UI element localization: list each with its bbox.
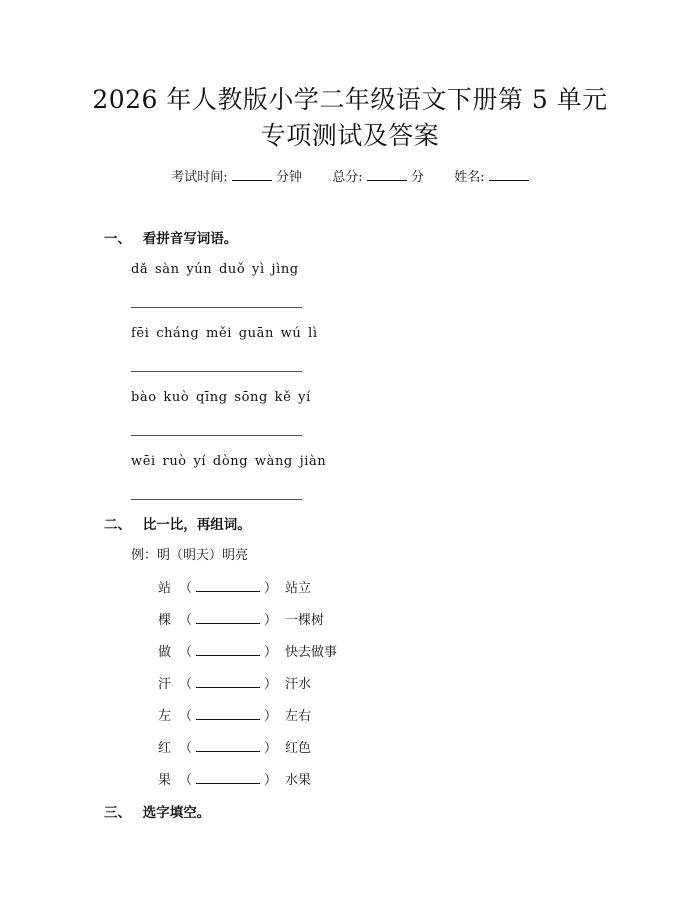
compare-word: 一棵树 xyxy=(285,613,325,628)
page-title-line-1: 2026 年人教版小学二年级语文下册第 5 单元 xyxy=(92,85,608,114)
time-label: 考试时间: xyxy=(171,170,228,185)
name-blank[interactable] xyxy=(489,168,529,181)
paren-open: （ xyxy=(179,677,193,692)
time-blank[interactable] xyxy=(232,168,272,181)
paren-close: ） xyxy=(264,709,278,724)
pinyin-item: bào kuò qīng sōng kě yí xyxy=(131,390,311,405)
word-blank[interactable] xyxy=(196,675,260,688)
paren-close: ） xyxy=(264,645,278,660)
pinyin-item: dǎ sàn yún duǒ yì jìng xyxy=(131,262,299,277)
compare-word: 红色 xyxy=(285,741,312,756)
word-blank[interactable] xyxy=(196,643,260,656)
word-blank[interactable] xyxy=(196,579,260,592)
compare-row xyxy=(158,675,311,694)
exam-meta xyxy=(0,168,700,187)
section-3-heading xyxy=(104,804,210,822)
paren-close: ） xyxy=(264,773,278,788)
score-blank[interactable] xyxy=(367,168,407,181)
compare-char: 站 xyxy=(158,581,172,596)
section-2-heading xyxy=(104,516,251,534)
answer-line[interactable] xyxy=(131,371,302,372)
score-unit: 分 xyxy=(410,170,424,185)
section-1-heading xyxy=(104,230,237,248)
paren-open: （ xyxy=(179,645,193,660)
compare-char: 红 xyxy=(158,741,172,756)
compare-char: 果 xyxy=(158,773,172,788)
word-blank[interactable] xyxy=(196,611,260,624)
name-label: 姓名: xyxy=(454,170,485,185)
example-text: 例：明（明天）明亮 xyxy=(131,548,249,563)
compare-row xyxy=(158,579,311,598)
compare-row xyxy=(158,771,311,790)
compare-row xyxy=(158,611,324,630)
paren-open: （ xyxy=(179,773,193,788)
section-3-title: 选字填空。 xyxy=(142,805,211,821)
compare-char: 做 xyxy=(158,645,172,660)
paren-open: （ xyxy=(179,741,193,756)
compare-word: 左右 xyxy=(285,709,312,724)
paren-close: ） xyxy=(264,581,278,596)
compare-word: 水果 xyxy=(285,773,312,788)
answer-line[interactable] xyxy=(131,499,302,500)
section-1-number: 一、 xyxy=(104,231,131,247)
section-1-title: 看拼音写词语。 xyxy=(142,231,238,247)
paren-close: ） xyxy=(264,613,278,628)
compare-word: 汗水 xyxy=(285,677,312,692)
compare-word: 站立 xyxy=(285,581,312,596)
paren-open: （ xyxy=(179,613,193,628)
word-blank[interactable] xyxy=(196,707,260,720)
pinyin-item: fēi cháng měi guān wú lì xyxy=(131,326,318,341)
compare-char: 棵 xyxy=(158,613,172,628)
section-2-number: 二、 xyxy=(104,517,131,533)
section-3-number: 三、 xyxy=(104,805,131,821)
compare-word: 快去做事 xyxy=(285,645,338,660)
pinyin-item: wēi ruò yí dòng wàng jiàn xyxy=(131,454,327,469)
word-blank[interactable] xyxy=(196,771,260,784)
paren-open: （ xyxy=(179,581,193,596)
score-label: 总分: xyxy=(332,170,363,185)
compare-char: 汗 xyxy=(158,677,172,692)
time-unit: 分钟 xyxy=(275,170,302,185)
page-title-line-2: 专项测试及答案 xyxy=(260,121,440,150)
paren-open: （ xyxy=(179,709,193,724)
answer-line[interactable] xyxy=(131,307,302,308)
answer-line[interactable] xyxy=(131,435,302,436)
compare-char: 左 xyxy=(158,709,172,724)
compare-row xyxy=(158,643,337,662)
compare-row xyxy=(158,707,311,726)
word-blank[interactable] xyxy=(196,739,260,752)
paren-close: ） xyxy=(264,741,278,756)
section-2-title: 比一比，再组词。 xyxy=(142,517,251,533)
paren-close: ） xyxy=(264,677,278,692)
compare-row xyxy=(158,739,311,758)
